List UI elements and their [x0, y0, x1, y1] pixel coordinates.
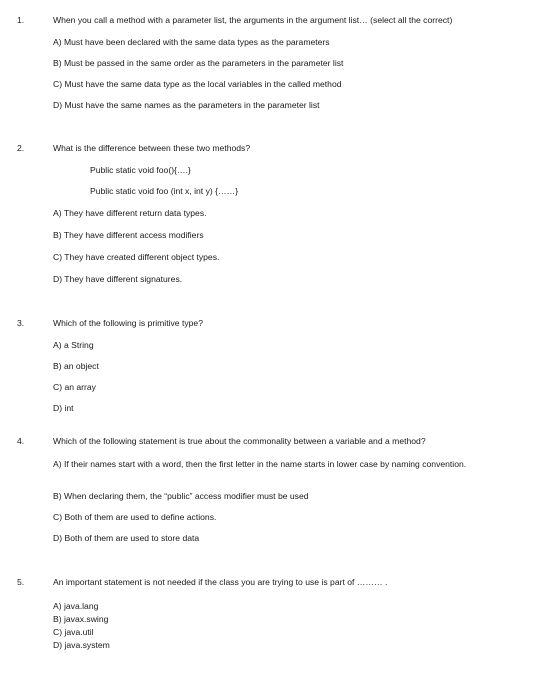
question-text: What is the difference between these two methods?	[53, 143, 251, 153]
option-c: C) Must have the same data type as the local variables in the called method	[53, 79, 342, 89]
question-number: 3.	[17, 318, 25, 328]
option-d: D) Must have the same names as the parameters in the parameter list	[53, 100, 320, 110]
question-number: 4.	[17, 436, 25, 446]
option-b: B) an object	[53, 361, 99, 371]
question-text: An important statement is not needed if the class you are trying to use is part of ……… .	[53, 577, 388, 587]
option-a: A) If their names start with a word, then the first letter in the name starts in lower case by naming convention.	[53, 459, 467, 469]
question-number: 5.	[17, 577, 25, 587]
question-text: When you call a method with a parameter list, the arguments in the argument list… (select all the correct)	[53, 15, 453, 25]
option-a: A) Must have been declared with the same data types as the parameters	[53, 37, 330, 47]
question-text: Which of the following statement is true about the commonality between a variable and a method?	[53, 436, 426, 446]
option-b: B) When declaring them, the “public” access modifier must be used	[53, 491, 309, 501]
option-d: D) java.system	[53, 640, 110, 650]
code-line-2: Public static void foo (int x, int y) {……}	[90, 186, 239, 196]
option-d: D) int	[53, 403, 74, 413]
option-c: C) They have created different object types.	[53, 252, 220, 262]
option-b: B) Must be passed in the same order as the parameters in the parameter list	[53, 58, 344, 68]
code-line-1: Public static void foo(){….}	[90, 165, 191, 175]
option-c: C) Both of them are used to define actions.	[53, 512, 217, 522]
question-number: 1.	[17, 15, 25, 25]
option-b: B) They have different access modifiers	[53, 230, 204, 240]
option-d: D) They have different signatures.	[53, 274, 183, 284]
option-b: B) javax.swing	[53, 614, 109, 624]
question-text: Which of the following is primitive type?	[53, 318, 203, 328]
option-a: A) java.lang	[53, 601, 99, 611]
option-d: D) Both of them are used to store data	[53, 533, 200, 543]
option-a: A) They have different return data types.	[53, 208, 207, 218]
option-c: C) an array	[53, 382, 96, 392]
question-number: 2.	[17, 143, 25, 153]
option-a: A) a String	[53, 340, 94, 350]
option-c: C) java.util	[53, 627, 94, 637]
